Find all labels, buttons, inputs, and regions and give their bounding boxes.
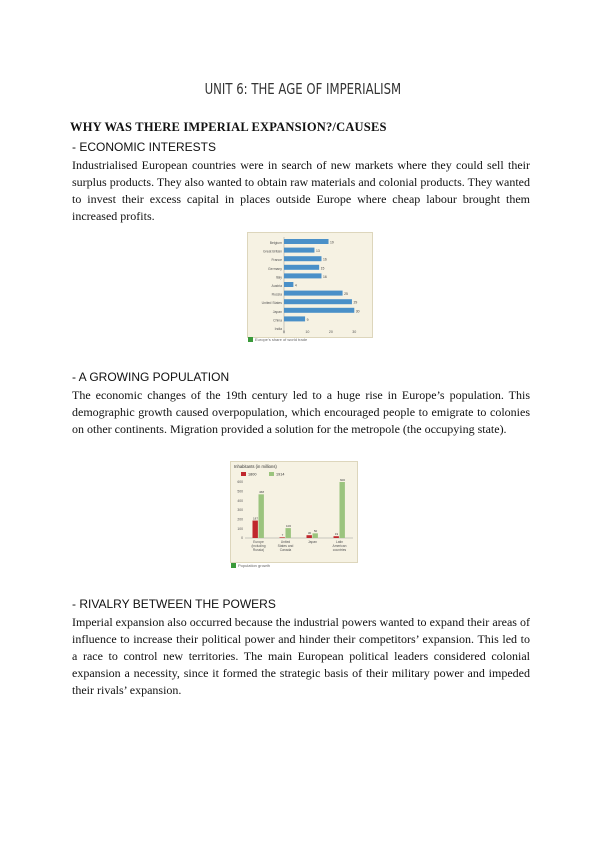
chart2-value-label: 600 (339, 477, 346, 482)
chart2-value-label: 30 (307, 531, 312, 535)
chart1-bar (284, 316, 305, 321)
chart1-bar (284, 248, 314, 253)
section-text-population: The economic changes of the 19th century led to a huge rise in Europe’s population. This demographic growth caused overpopulation, which encouraged people to emigrate to colonies on other continents. Migration provided a solution for the metropole (the occupying state). (72, 388, 530, 436)
chart1-bar (284, 291, 343, 296)
section-text-economic: Industrialised European countries were in search of new markets where they could sell their surplus products. They also wanted to obtain raw materials and colonial products. They wanted to invest their excess capital in places outside Europe where cheap labour brought them increased profits. (72, 158, 530, 223)
chart2-tick-label: 300 (237, 508, 243, 513)
chart1-value-label: 30 (355, 309, 360, 314)
chart1-category-label: Great Britain (262, 249, 282, 254)
chart2-category-label: Latin (335, 540, 344, 544)
chart1-bar (284, 256, 321, 261)
chart2-tick-label: 200 (237, 517, 243, 522)
chart1-category-label: United States (261, 301, 282, 306)
chart1-tick-label: 0 (283, 330, 285, 334)
population-chart-caption (231, 563, 270, 568)
chart2-legend-swatch (241, 472, 246, 476)
chart1-category-label: Belgium (269, 241, 282, 245)
chart2-bar (253, 521, 258, 538)
chart2-bar (259, 494, 264, 538)
figure-icon (231, 563, 236, 568)
chart1-category-label: Japan (272, 309, 282, 314)
trade-chart-caption-text: Europe’s share of world trade (255, 337, 308, 342)
chart1-value-label: 4 (294, 283, 297, 288)
chart2-value-label: 50 (313, 529, 318, 534)
section-heading-population: - A GROWING POPULATION (72, 370, 230, 384)
chart2-legend-swatch (269, 472, 274, 476)
population-chart-svg (231, 462, 357, 562)
unit-title: UNIT 6: THE AGE OF IMPERIALISM (204, 80, 402, 98)
chart2-bar (286, 528, 291, 538)
chart1-bar (284, 265, 319, 270)
chart2-bar (280, 537, 285, 538)
chart2-title: Inhabitants (in millions) (234, 464, 277, 469)
chart2-category-label: American (332, 544, 347, 548)
chart1-tick-label: 30 (352, 330, 357, 334)
chart2-value-label: 19 (334, 532, 339, 537)
chart2-tick-label: 400 (237, 498, 243, 503)
figure-icon (248, 337, 253, 342)
chart1-value-label: 25 (344, 292, 348, 297)
chart2-category-label: United (280, 540, 291, 544)
chart1-tick-label: 10 (305, 330, 310, 334)
chart1-category-label: France (271, 258, 282, 263)
section-heading-economic: - ECONOMIC INTERESTS (72, 140, 217, 154)
section-text-rivalry: Imperial expansion also occurred because the industrial powers wanted to expand their areas of influence to increase their political power and hinder their competitors’ expansion. This led to a race to control new territories. The main European political leaders considered colonial expansion a necessity, since it formed the strategic basis of their military power and impeded their rivals’ expansion. (72, 615, 530, 697)
chart2-bar (334, 536, 339, 538)
chart1-value-label: 19 (330, 240, 334, 245)
chart2-category-label: Canada (279, 548, 292, 552)
chart2-bar (307, 535, 312, 538)
chart2-value-label: 187 (252, 516, 259, 521)
chart1-category-label: Russia (271, 292, 282, 297)
chart2-value-label: 106 (285, 523, 292, 528)
chart1-bar (284, 299, 352, 304)
chart2-tick-label: 500 (237, 489, 243, 494)
chart2-legend-label: 1800 (248, 472, 257, 477)
chart2-bar (340, 482, 345, 538)
chart2-category-label: States and (277, 544, 294, 548)
chart1-bar (284, 282, 293, 287)
trade-chart-svg (248, 233, 372, 337)
chart2-value-label: 468 (258, 490, 265, 495)
chart2-value-label: 7 (281, 533, 284, 538)
chart1-bar (284, 239, 329, 244)
trade-chart-caption (248, 337, 307, 342)
chart2-category-label: countries (332, 548, 347, 552)
chart1-category-label: Austria (271, 284, 282, 288)
chart2-legend-label: 1914 (276, 472, 285, 477)
chart1-value-label: 9 (306, 317, 309, 322)
causes-heading: WHY WAS THERE IMPERIAL EXPANSION?/CAUSES (70, 120, 387, 134)
chart2-bar (313, 533, 318, 538)
chart1-bar (284, 273, 321, 278)
chart1-value-label: 29 (353, 300, 358, 305)
chart1-value-label: 16 (322, 274, 327, 279)
section-heading-rivalry: - RIVALRY BETWEEN THE POWERS (72, 597, 276, 611)
chart2-tick-label: 600 (237, 480, 243, 485)
chart1-category-label: China (273, 318, 282, 323)
chart1-bar (284, 308, 354, 313)
chart2-tick-label: 0 (241, 536, 243, 541)
chart1-category-label: Italy (275, 275, 282, 280)
chart2-category-label: Europe (253, 540, 264, 544)
chart2-category-label: (including (251, 544, 266, 548)
trade-chart (247, 232, 373, 338)
chart2-tick-label: 100 (237, 526, 243, 531)
chart2-category-label: Japan (308, 540, 317, 544)
chart1-value-label: 15 (320, 266, 325, 271)
chart2-category-label: Russia) (252, 548, 265, 552)
chart1-value-label: 13 (315, 249, 320, 254)
population-chart (230, 461, 358, 563)
population-chart-caption-text: Population growth (238, 563, 271, 568)
chart1-category-label: India (274, 327, 282, 331)
chart1-value-label: 16 (322, 257, 327, 262)
chart1-tick-label: 20 (328, 330, 333, 334)
chart1-category-label: Germany (268, 266, 282, 271)
